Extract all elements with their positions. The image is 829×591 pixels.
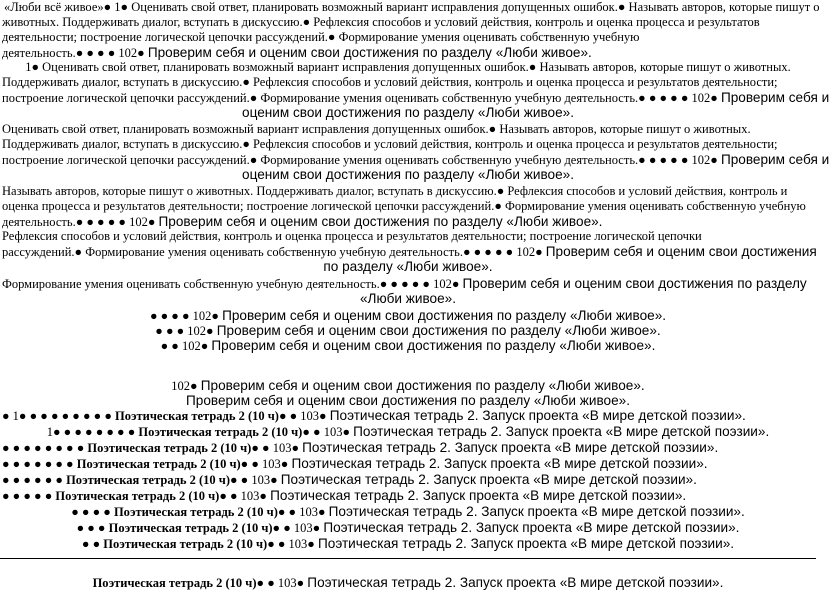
text-run: Поэтическая тетрадь 2 (10 ч) (138, 425, 303, 439)
text-run: Проверим себя и оценим свои достижения по разделу «Люби живое». (211, 338, 656, 353)
text-line (2, 45, 592, 61)
text-run: Проверим себя и оценим свои достижения по разделу «Люби живое». (222, 308, 667, 323)
text-run: Проверим себя и оценим свои достижения по разделу «Люби живое». (186, 393, 630, 408)
text-run: Проверим себя и оценим свои достижения (545, 244, 817, 259)
divider (0, 558, 816, 559)
text-line (0, 323, 816, 339)
text-run: Проверим себя и оценим свои достижения по разделу «Люби живое». (216, 323, 661, 338)
text-line (2, 440, 718, 456)
text-run: Проверим себя и (720, 152, 829, 167)
text-line (0, 105, 816, 121)
text-run: по разделу «Люби живое». (323, 259, 493, 274)
text-run: Поэтическая тетрадь 2. Запуск проекта «В мире детской поэзии». (307, 575, 724, 590)
text-line (4, 0, 820, 15)
text-run: Поэтическая тетрадь 2. Запуск проекта «В мире детской поэзии». (317, 536, 735, 551)
text-run: ● ● ● ● ● ● (2, 473, 67, 487)
text-run: Поэтическая тетрадь 2 (10 ч) (66, 473, 230, 487)
text-line (2, 229, 702, 244)
text-run: Поэтическая тетрадь 2. Запуск проекта «В мире детской поэзии». (328, 504, 745, 519)
text-run: деятельности; построение логической цепочки рассуждений.● Формирование умения оценивать собственную учебную (2, 30, 640, 44)
text-run: Оценивать свой ответ, планировать возможный вариант исправления допущенных ошибок.● Называть авторов, которые пишут о животных. (2, 122, 751, 136)
text-run: Проверим себя и оценим свои достижения по разделу «Люби живое». (158, 214, 603, 229)
text-line (2, 408, 746, 424)
text-run: Рефлексия способов и условий действия, контроль и оценка процесса и результатов деятельности; построение логической цепочки (2, 229, 702, 243)
text-run: ● ● ● ● ● ● ● (2, 457, 77, 471)
text-run: Поэтическая тетрадь 2 (10 ч) (108, 521, 273, 535)
text-run: ● ● ● ● 102● (149, 309, 223, 323)
text-line (2, 184, 787, 199)
text-line (2, 276, 807, 292)
text-run: ● ● (81, 537, 104, 551)
text-run: ● ● 103● (272, 521, 324, 535)
text-line (2, 214, 602, 230)
text-line (2, 472, 697, 488)
text-run: Поэтическая тетрадь 2 (10 ч) (115, 409, 279, 423)
text-run: оценка процесса и результатов деятельности; построение логической цепочки рассуждений.● Формирование умения оценивать собственную учебную (2, 199, 806, 213)
text-line (2, 30, 639, 45)
text-run: Поэтическая тетрадь 2 (10 ч) (113, 505, 278, 519)
text-run: Проверим себя и оценим свои достижения по разделу (462, 276, 807, 291)
text-run: Поэтическая тетрадь 2. Запуск проекта «В мире детской поэзии». (291, 456, 708, 471)
text-run: Поэтическая тетрадь 2 (10 ч) (87, 441, 252, 455)
text-line (2, 456, 708, 472)
text-run: Поддерживать диалог, вступать в дискуссию.● Рефлексия способов и условий действия, контроль и оценка процесса и результатов деятельности; (2, 137, 778, 151)
text-run: Поэтическая тетрадь 2. Запуск проекта «В мире детской поэзии». (323, 520, 740, 535)
text-line (0, 167, 816, 183)
text-line (0, 520, 816, 536)
text-run: ● ● 103● (302, 425, 354, 439)
text-run: животных. Поддерживать диалог, вступать в дискуссию.● Рефлексия способов и условий действия, контроль и оценка процесса и результатов (2, 15, 760, 29)
text-run: рассуждений.● Формирование умения оценивать собственную учебную деятельность.● ● ● ● ● 102● (2, 245, 546, 259)
text-run: Поэтическая тетрадь 2. Запуск проекта «В мире детской поэзии». (280, 472, 697, 487)
text-line (0, 308, 816, 324)
text-line (2, 152, 829, 168)
text-line (0, 504, 816, 520)
text-run: оценим свои достижения по разделу «Люби живое». (242, 167, 574, 182)
text-run: Проверим себя и оценим свои достижения по разделу «Люби живое». (147, 45, 592, 60)
text-run: деятельность.● ● ● ● 102● (2, 46, 148, 60)
text-line (0, 575, 816, 591)
text-run: ● ● ● ● ● (2, 489, 56, 503)
text-line (2, 488, 686, 504)
text-line (2, 75, 778, 90)
text-run: построение логической цепочки рассуждений.● Формирование умения оценивать собственную учебную деятельность.● ● ● ● ● 102● (2, 91, 721, 105)
text-run: ● ● 103● (277, 505, 329, 519)
text-line (0, 536, 816, 552)
text-run: Поэтическая тетрадь 2. Запуск проекта «В мире детской поэзии». (270, 488, 687, 503)
text-run: Формирование умения оценивать собственную учебную деятельность.● ● ● ● ● 102● (2, 277, 463, 291)
text-run: ● ● ● 102● (155, 324, 217, 338)
text-run: ● ● ● (76, 521, 109, 535)
text-run: ● ● 103● (251, 441, 303, 455)
text-run: Поэтическая тетрадь 2. Запуск проекта «В мире детской поэзии». (302, 440, 719, 455)
text-run: 1● ● ● ● ● ● ● ● (46, 425, 139, 439)
text-run: ● ● 102● (160, 339, 212, 353)
text-run: Поэтическая тетрадь 2 (10 ч) (103, 537, 268, 551)
text-run: Поэтическая тетрадь 2. Запуск проекта «В мире детской поэзии». (329, 408, 746, 423)
text-run: Поддерживать диалог, вступать в дискуссию.● Рефлексия способов и условий действия, контроль и оценка процесса и результатов деятельности; (2, 75, 778, 89)
text-run: Проверим себя и (720, 90, 829, 105)
text-line (0, 259, 816, 275)
text-line (0, 291, 816, 307)
text-run: ● ● ● ● (71, 505, 114, 519)
text-line (0, 378, 816, 394)
text-line (2, 15, 760, 30)
text-line (2, 90, 829, 106)
text-line (0, 424, 816, 440)
text-run: деятельность.● ● ● ● ● 102● (2, 215, 159, 229)
text-run: ● ● 103● (278, 409, 330, 423)
text-run: ● ● ● ● ● ● ● ● (2, 441, 88, 455)
text-line (2, 244, 817, 260)
text-line (2, 122, 751, 137)
text-run: «Люби живое». (359, 291, 457, 306)
text-run: ● ● 103● (256, 576, 308, 590)
text-line (2, 199, 806, 214)
text-run: ● ● 103● (230, 473, 281, 487)
text-run: ● 1● ● ● ● ● ● ● ● ● (2, 409, 116, 423)
text-line (2, 137, 778, 152)
text-run: ● ● 103● (219, 489, 271, 503)
text-run: 1● Оценивать свой ответ, планировать возможный вариант исправления допущенных ошибок.● Называть авторов, которые пишут о животных. (25, 60, 791, 74)
text-run: ● ● 103● (240, 457, 292, 471)
text-run: Поэтическая тетрадь 2 (10 ч) (76, 457, 241, 471)
text-run: построение логической цепочки рассуждений.● Формирование умения оценивать собственную учебную деятельность.● ● ● ● ● 102● (2, 153, 721, 167)
text-run: Поэтическая тетрадь 2 (10 ч) (92, 576, 257, 590)
text-line (0, 338, 816, 354)
text-run: 102● (171, 379, 201, 393)
text-run: ● ● 103● (267, 537, 318, 551)
text-run: Проверим себя и оценим свои достижения по разделу «Люби живое». (200, 378, 645, 393)
text-run: Называть авторов, которые пишут о животных. Поддерживать диалог, вступать в дискуссию.● Рефлексия способов и условий действия, контроль и (2, 184, 788, 198)
text-line (0, 60, 816, 75)
text-run: «Люби всё живое»● 1● Оценивать свой ответ, планировать возможный вариант исправления допущенных ошибок.● Называть авторов, которые пишут о (4, 0, 820, 14)
text-run: Поэтическая тетрадь 2. Запуск проекта «В мире детской поэзии». (353, 424, 770, 439)
text-line (0, 393, 816, 409)
text-run: Поэтическая тетрадь 2 (10 ч) (55, 489, 220, 503)
text-run: оценим свои достижения по разделу «Люби живое». (242, 105, 574, 120)
